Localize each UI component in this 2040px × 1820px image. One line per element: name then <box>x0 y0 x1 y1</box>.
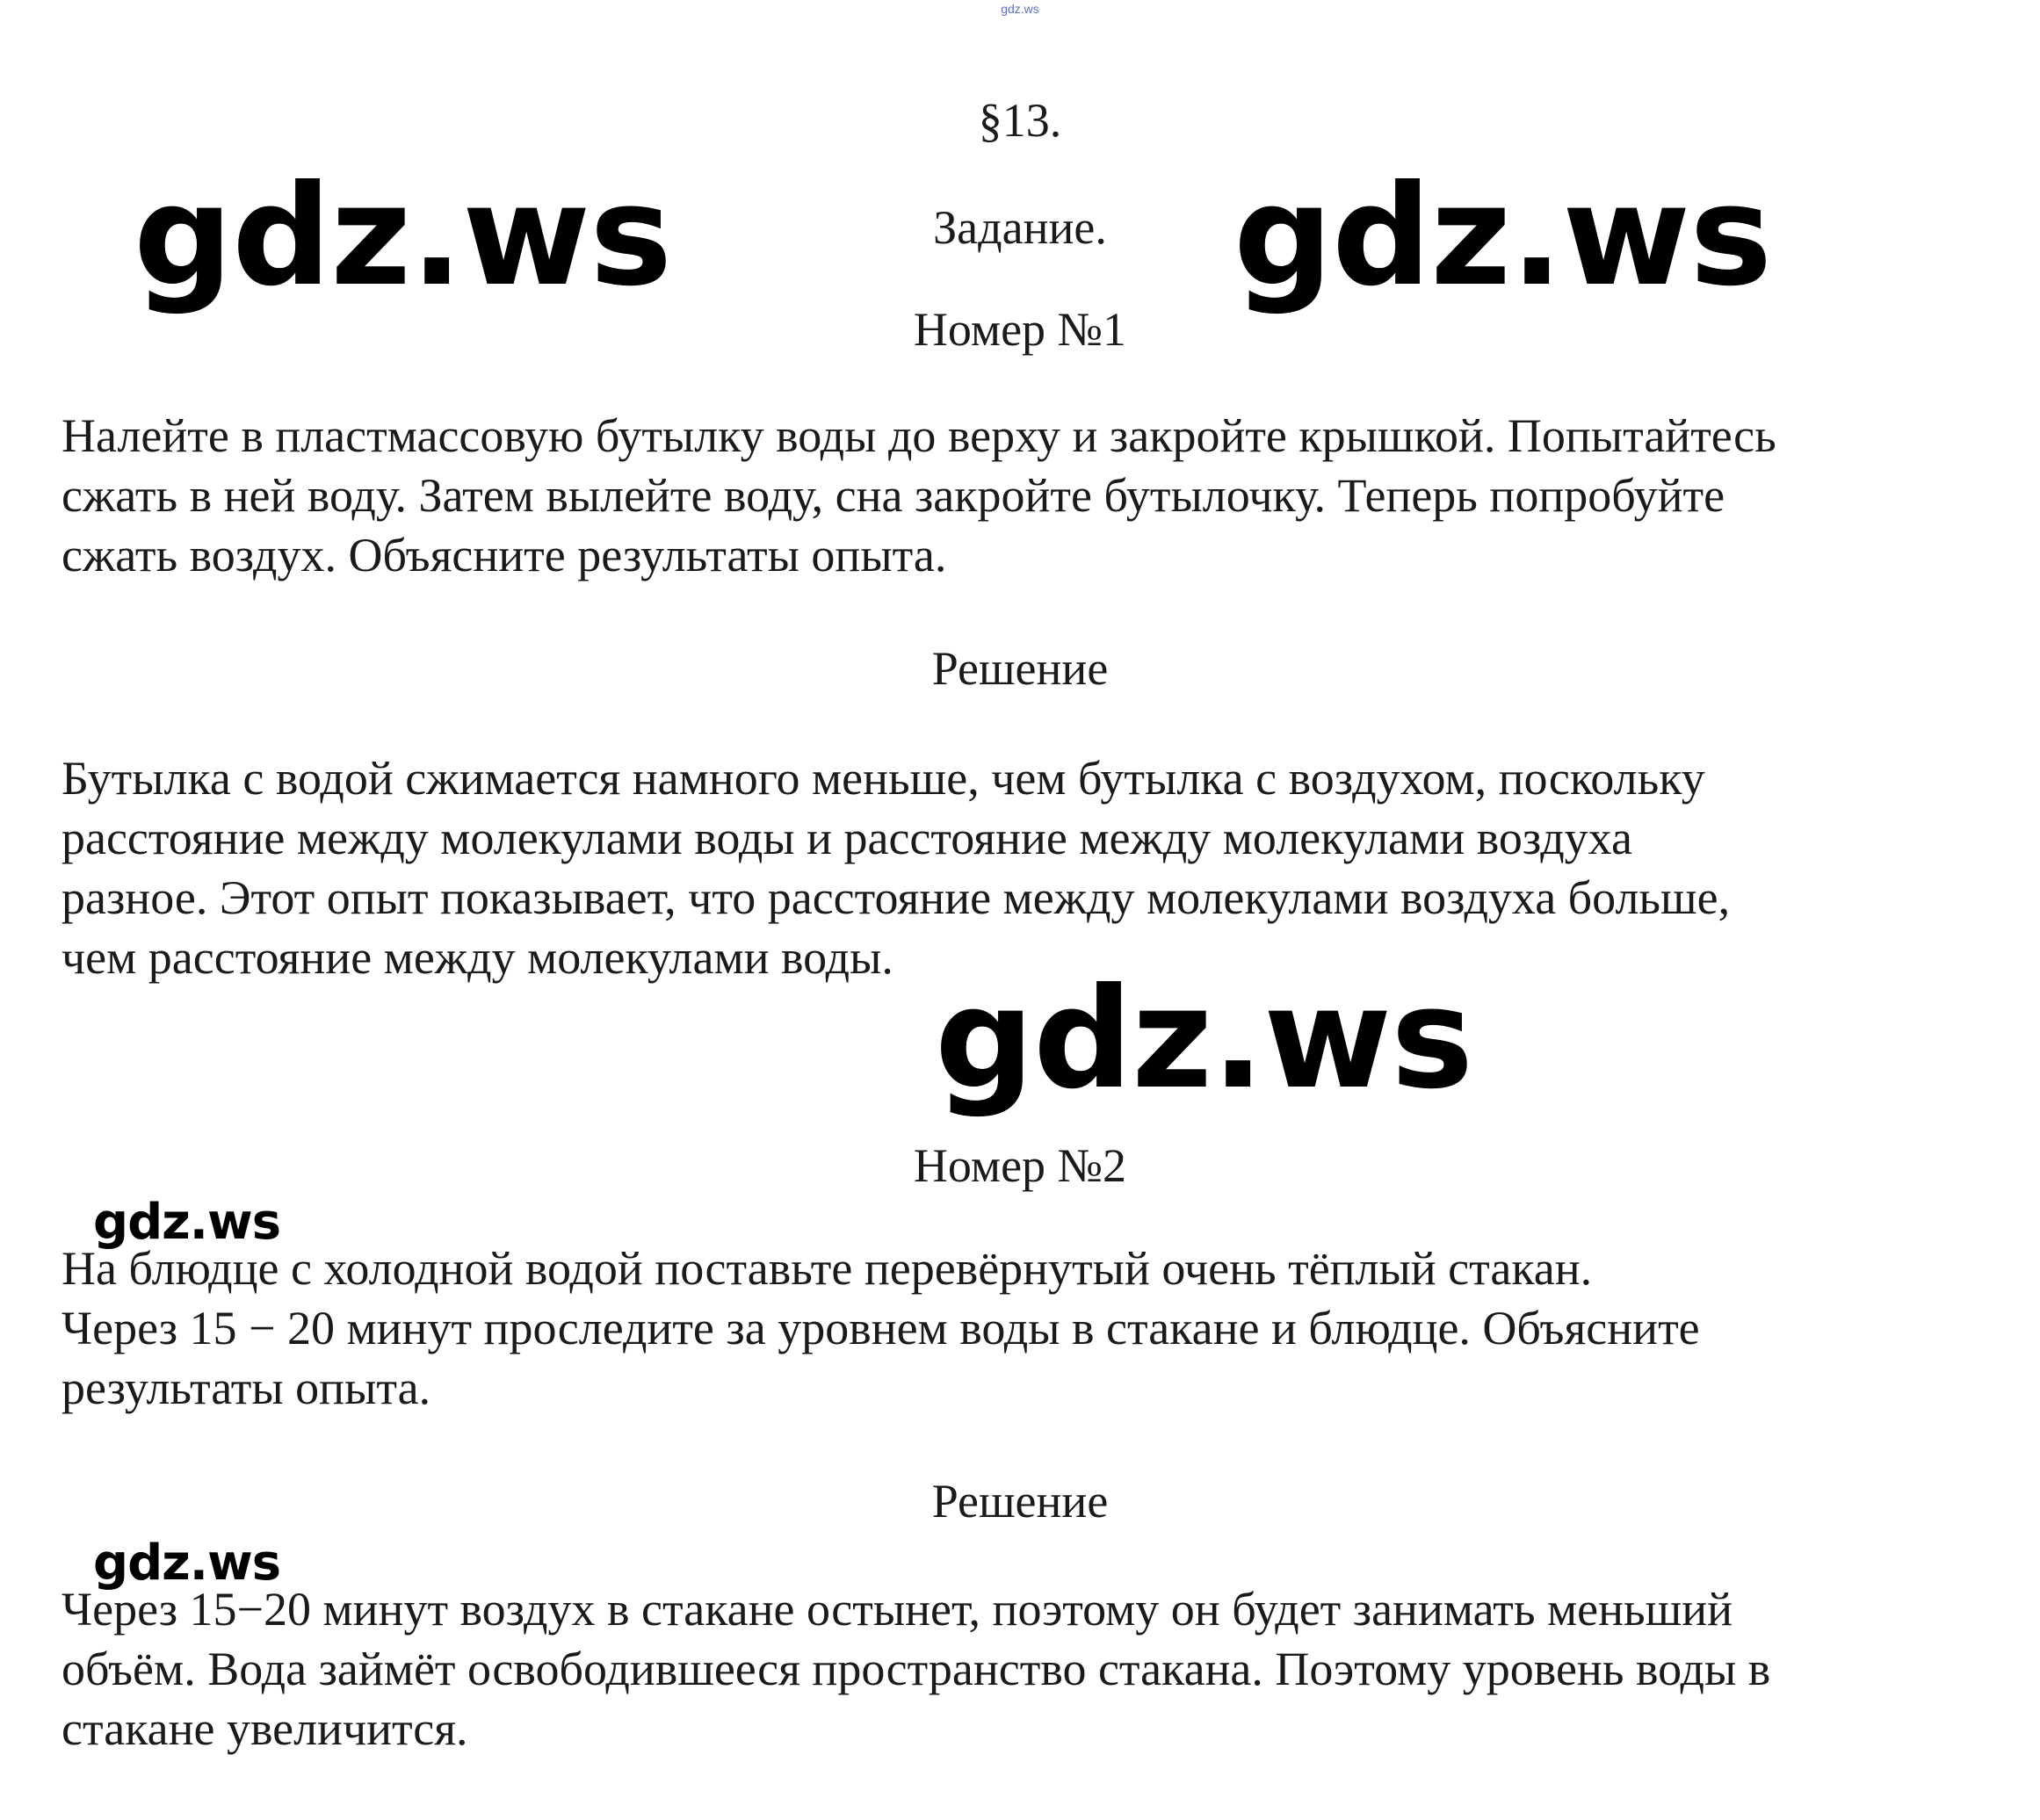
solution-heading-2: Решение <box>931 1475 1109 1528</box>
watermark-logo: gdz.ws <box>1233 155 1772 317</box>
text-line: сжать в ней воду. Затем вылейте воду, сна закройте бутылочку. Теперь попробуйте <box>61 469 1725 522</box>
solution-heading-1: Решение <box>931 642 1109 695</box>
text-line: разное. Этот опыт показывает, что расстояние между молекулами воздуха больше, <box>61 871 1731 924</box>
text-line: результаты опыта. <box>61 1361 431 1414</box>
task-1-solution <box>61 748 1730 987</box>
text-line: Через 15−20 минут воздух в стакане остынет, поэтому он будет занимать меньший <box>61 1583 1733 1636</box>
task-1-question <box>61 406 1776 585</box>
text-line: объём. Вода займёт освободившееся пространство стакана. Поэтому уровень воды в <box>61 1643 1771 1695</box>
task-label: Задание. <box>933 201 1107 254</box>
text-line: чем расстояние между молекулами воды. <box>61 931 893 984</box>
text-line: На блюдце с холодной водой поставьте перевёрнутый очень тёплый стакан. <box>61 1242 1593 1295</box>
text-line: Налейте в пластмассовую бутылку воды до верху и закройте крышкой. Попытайтесь <box>61 409 1776 462</box>
watermark-logo: gdz.ws <box>93 1535 281 1592</box>
text-line: Бутылка с водой сжимается намного меньше, чем бутылка с воздухом, поскольку <box>61 752 1705 805</box>
paragraph-title: §13. <box>978 94 1062 147</box>
watermark-logo: gdz.ws <box>935 958 1473 1120</box>
watermark-logo: gdz.ws <box>93 1194 281 1251</box>
text-line: сжать воздух. Объясните результаты опыта. <box>61 529 947 581</box>
watermark-logo: gdz.ws <box>134 155 672 317</box>
task-number-1: Номер №1 <box>913 303 1127 356</box>
task-number-2: Номер №2 <box>913 1139 1127 1192</box>
task-2-solution <box>61 1579 1770 1759</box>
top-watermark: gdz.ws <box>1001 2 1039 16</box>
task-2-question <box>61 1239 1700 1418</box>
text-line: стакане увеличится. <box>61 1702 468 1755</box>
text-line: расстояние между молекулами воды и расстояние между молекулами воздуха <box>61 812 1632 864</box>
text-line: Через 15 − 20 минут проследите за уровнем воды в стакане и блюдце. Объясните <box>61 1302 1700 1354</box>
